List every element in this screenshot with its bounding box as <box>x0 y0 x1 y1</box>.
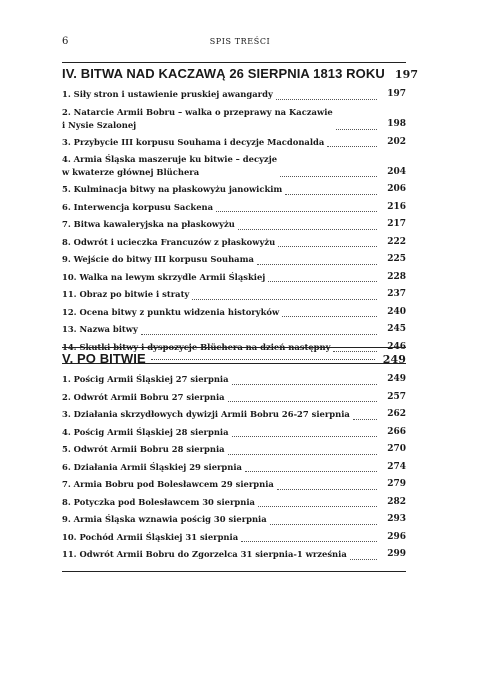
toc-entry <box>62 459 406 477</box>
toc-entry <box>62 529 406 547</box>
leader-dots <box>232 436 377 437</box>
toc-entry-title: 1. Siły stron i ustawienie pruskiej awangardy <box>62 89 273 99</box>
leader-dots <box>216 211 377 212</box>
toc-entry-title: 1. Pościg Armii Śląskiej 27 sierpnia <box>62 374 229 384</box>
leader-dots <box>151 359 375 360</box>
toc-entry-page: 197 <box>387 89 406 99</box>
toc-entry-page: 293 <box>387 514 406 524</box>
toc-entry-page: 262 <box>387 409 406 419</box>
toc-entry-title: 13. Nazwa bitwy <box>62 324 138 334</box>
section-bottom-rule <box>62 571 406 572</box>
leader-dots <box>257 264 377 265</box>
toc-entry-title: 9. Wejście do bitwy III korpusu Souhama <box>62 254 254 264</box>
toc-entry-page: 257 <box>387 391 406 402</box>
toc-entry <box>62 441 406 459</box>
leader-dots <box>270 524 377 525</box>
leader-dots <box>141 334 377 335</box>
section-top-rule <box>62 347 406 348</box>
toc-entry <box>62 251 406 269</box>
toc-entry-title-line: 4. Armia Śląska maszeruje ku bitwie – decyzje <box>62 154 278 164</box>
leader-dots <box>192 299 377 300</box>
toc-entry <box>62 476 406 494</box>
toc-entry-page: 204 <box>387 166 406 177</box>
toc-entry-page: 246 <box>387 341 406 352</box>
toc-entry-title: 3. Działania skrzydłowych dywizji Armii Bobru 26-27 sierpnia <box>62 409 350 419</box>
toc-entry-title: 8. Odwrót i ucieczka Francuzów z płaskowyżu <box>62 236 276 247</box>
toc-entry-title: 6. Działania Armii Śląskiej 29 sierpnia <box>62 461 242 472</box>
toc-entry <box>62 304 406 322</box>
toc-entry-title-line: w kwaterze głównej Blüchera <box>62 167 200 177</box>
toc-entry-title: 4. Pościg Armii Śląskiej 28 sierpnia <box>62 426 229 437</box>
toc-entry-title: 11. Obraz po bitwie i straty <box>62 289 190 299</box>
toc-entry-page: 245 <box>387 324 406 334</box>
toc-entry <box>62 546 406 564</box>
toc-entry-page: 274 <box>387 461 406 472</box>
section-heading <box>62 66 419 86</box>
toc-entry <box>62 424 406 442</box>
section-page: 249 <box>382 353 406 366</box>
toc-section-iv <box>62 62 419 364</box>
leader-dots <box>278 246 377 247</box>
section-heading <box>62 351 406 371</box>
toc-entry <box>62 199 406 217</box>
toc-entry-page: 206 <box>387 184 406 194</box>
leader-dots <box>336 129 377 130</box>
toc-entry <box>62 216 406 234</box>
leader-dots <box>228 401 377 402</box>
toc-entry-page: 249 <box>387 374 406 384</box>
toc-entry-title: 14. Skutki bitwy i dyspozycje Blüchera na dzień następny <box>62 341 331 352</box>
leader-dots <box>282 316 377 317</box>
toc-entry-title: 5. Kulminacja bitwy na płaskowyżu janowickim <box>62 184 283 194</box>
toc-entry-title: 10. Walka na lewym skrzydle Armii Śląskiej <box>62 271 266 282</box>
leader-dots <box>280 176 377 177</box>
toc-section-v <box>62 347 406 572</box>
toc-entry <box>62 511 406 529</box>
toc-entry-page: 198 <box>387 119 406 129</box>
toc-entry <box>62 494 406 512</box>
toc-entry-page: 279 <box>387 479 406 489</box>
leader-dots <box>327 146 377 147</box>
toc-entry <box>62 181 406 199</box>
toc-entry <box>62 104 406 134</box>
toc-entry-page: 240 <box>387 306 406 317</box>
toc-entry <box>62 151 406 181</box>
section-title: IV. BITWA NAD KACZAWĄ 26 SIERPNIA 1813 ROKU <box>62 66 385 81</box>
toc-entry-list <box>62 371 406 564</box>
leader-dots <box>353 419 377 420</box>
toc-entry <box>62 269 406 287</box>
toc-entry-title: 11. Odwrót Armii Bobru do Zgorzelca 31 sierpnia-1 września <box>62 549 347 559</box>
toc-entry <box>62 371 406 389</box>
toc-entry-title: 7. Armia Bobru pod Bolesławcem 29 sierpnia <box>62 479 274 489</box>
toc-entry-page: 299 <box>387 549 406 559</box>
section-page: 197 <box>394 68 419 81</box>
leader-dots <box>350 559 377 560</box>
toc-entry-page: 296 <box>387 531 406 542</box>
toc-entry-page: 222 <box>387 236 406 247</box>
toc-entry-title: 12. Ocena bitwy z punktu widzenia historyków <box>62 306 280 317</box>
leader-dots <box>258 506 377 507</box>
leader-dots <box>228 454 377 455</box>
toc-entry-title <box>62 151 277 181</box>
leader-dots <box>276 99 377 100</box>
toc-entry-title: 5. Odwrót Armii Bobru 28 sierpnia <box>62 444 225 454</box>
page-header <box>0 36 480 50</box>
leader-dots <box>232 384 377 385</box>
toc-entry <box>62 86 406 104</box>
leader-dots <box>245 471 377 472</box>
toc-entry-page: 266 <box>387 426 406 437</box>
toc-entry-page: 225 <box>387 254 406 264</box>
toc-entry-page: 202 <box>387 136 406 147</box>
toc-entry-page: 216 <box>387 201 406 212</box>
leader-dots <box>277 489 377 490</box>
toc-entry <box>62 321 406 339</box>
toc-entry-page: 270 <box>387 444 406 454</box>
running-title: SPIS TREŚCI <box>209 37 271 46</box>
toc-entry-title: 10. Pochód Armii Śląskiej 31 sierpnia <box>62 531 239 542</box>
toc-entry-list <box>62 86 406 356</box>
toc-entry <box>62 234 406 252</box>
toc-entry-title: 8. Potyczka pod Bolesławcem 30 sierpnia <box>62 496 255 507</box>
toc-entry-title-line: 2. Natarcie Armii Bobru – walka o przeprawy na Kaczawie <box>62 106 333 117</box>
leader-dots <box>268 281 377 282</box>
toc-entry-title: 9. Armia Śląska wznawia pościg 30 sierpnia <box>62 514 267 524</box>
leader-dots <box>241 541 377 542</box>
toc-entry-title <box>62 104 333 134</box>
toc-entry <box>62 389 406 407</box>
toc-entry <box>62 406 406 424</box>
toc-entry-title: 3. Przybycie III korpusu Souhama i decyzje Macdonalda <box>62 136 325 147</box>
toc-entry-title: 7. Bitwa kawaleryjska na płaskowyżu <box>62 219 235 229</box>
toc-entry <box>62 286 406 304</box>
leader-dots <box>285 194 377 195</box>
toc-entry-page: 237 <box>387 289 406 299</box>
toc-entry-title: 6. Interwencja korpusu Sackena <box>62 201 214 212</box>
leader-dots <box>238 229 377 230</box>
toc-entry-title: 2. Odwrót Armii Bobru 27 sierpnia <box>62 391 225 402</box>
section-title: V. PO BITWIE <box>62 351 146 366</box>
toc-entry-title-line: i Nysie Szalonej <box>62 119 137 130</box>
section-top-rule <box>62 62 406 63</box>
toc-entry-page: 217 <box>387 219 406 229</box>
toc-entry-page: 282 <box>387 496 406 507</box>
toc-entry-page: 228 <box>387 271 406 282</box>
toc-entry <box>62 134 406 152</box>
page-number: 6 <box>62 36 69 47</box>
